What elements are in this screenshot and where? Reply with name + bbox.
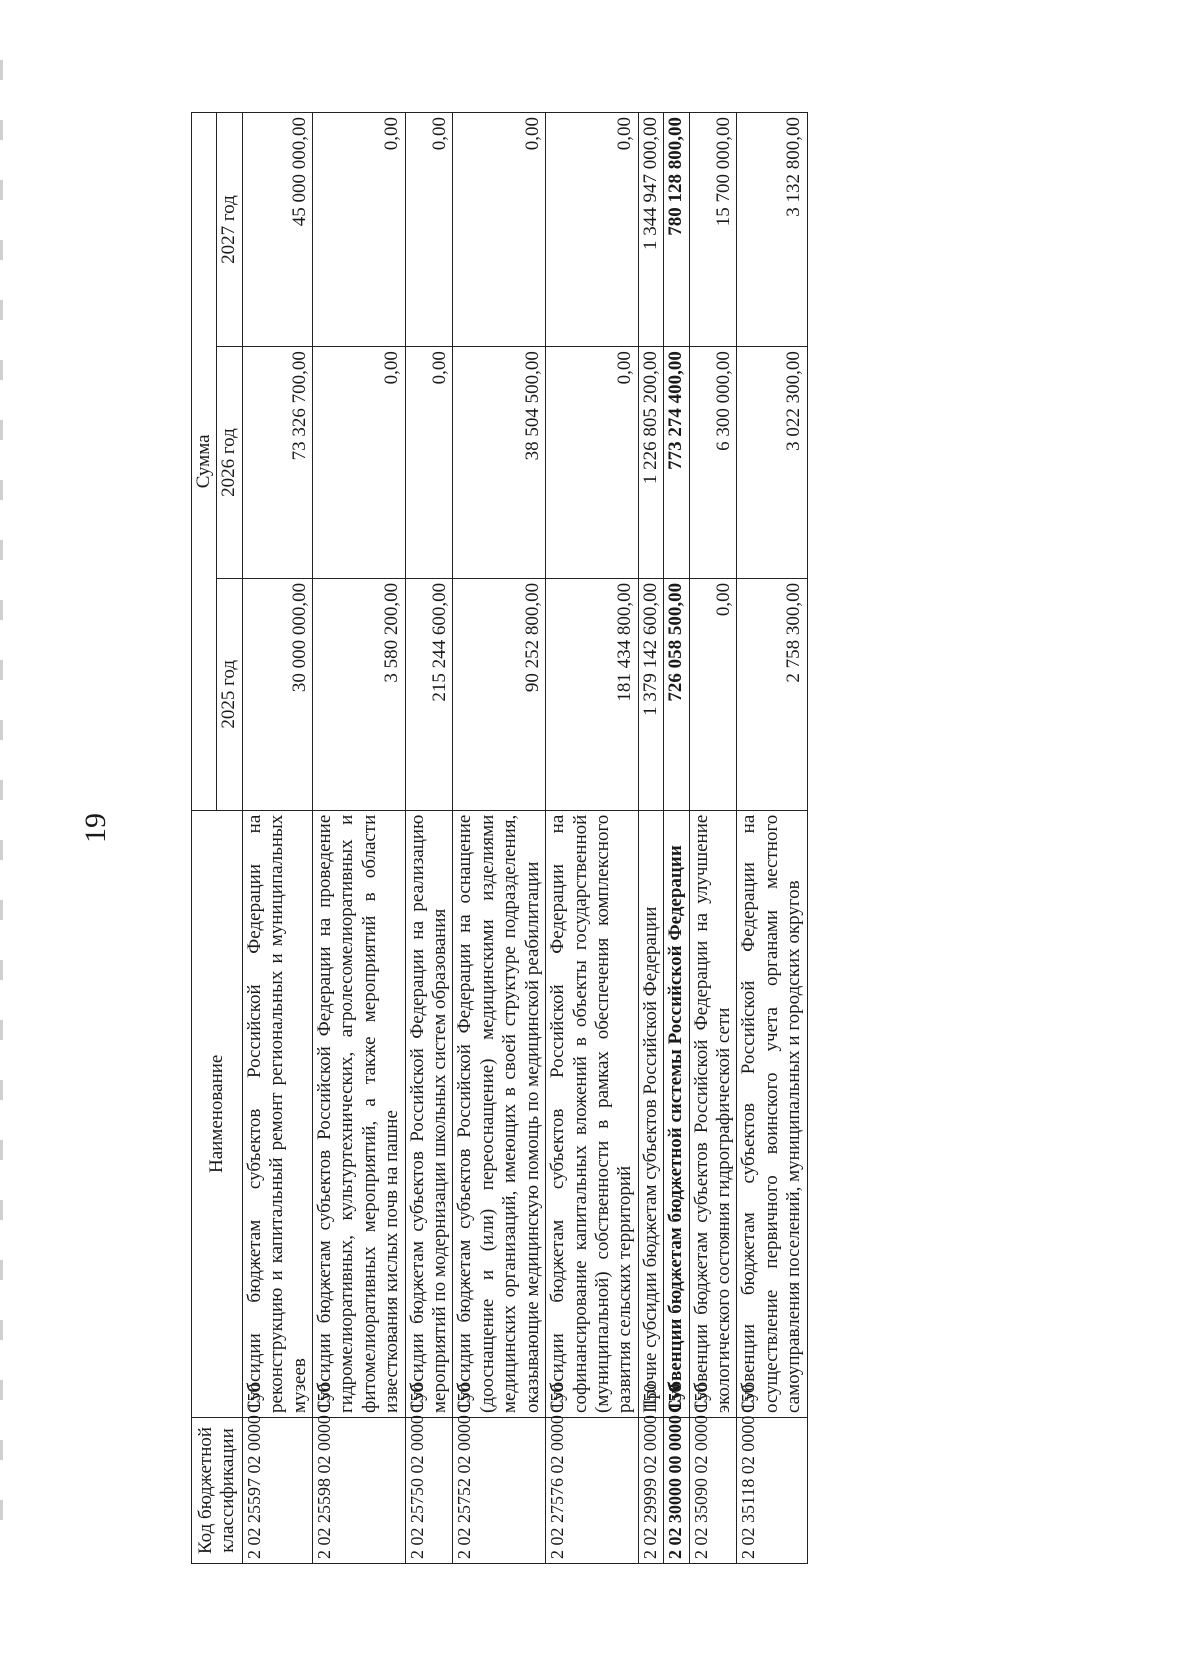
table-header	[192, 113, 243, 1564]
row-amount-2026: 0,00	[546, 347, 639, 579]
header-code: Код бюджетной классификации	[192, 1417, 243, 1563]
row-code: 2 02 25597 02 0000 150	[242, 1417, 312, 1563]
row-amount-2025: 1 379 142 600,00	[638, 578, 663, 810]
row-amount-2025: 2 758 300,00	[737, 578, 807, 810]
row-name: Субсидии бюджетам субъектов Российской Федерации на проведение гидромелиоративных, культуртехнических, агролесомелиоративных и фитомелиоративных мероприятий, а также мероприятий в области известкования кислых почв на пашне	[313, 810, 406, 1417]
table-row	[546, 113, 639, 1564]
table-row	[737, 113, 807, 1564]
row-amount-2027: 15 700 000,00	[689, 113, 737, 347]
header-year-2027: 2027 год	[217, 113, 242, 347]
row-amount-2026: 73 326 700,00	[242, 347, 312, 579]
rotated-table-container	[191, 112, 1011, 1564]
table-body	[242, 113, 807, 1564]
table-row	[453, 113, 546, 1564]
row-amount-2026: 3 022 300,00	[737, 347, 807, 579]
header-name: Наименование	[192, 810, 243, 1417]
row-amount-2025: 0,00	[689, 578, 737, 810]
row-amount-2026: 773 274 400,00	[664, 347, 689, 579]
row-amount-2027: 780 128 800,00	[664, 113, 689, 347]
row-amount-2025: 3 580 200,00	[313, 578, 406, 810]
row-amount-2025: 90 252 800,00	[453, 578, 546, 810]
row-amount-2026: 0,00	[405, 347, 453, 579]
row-code: 2 02 27576 02 0000 150	[546, 1417, 639, 1563]
row-amount-2027: 45 000 000,00	[242, 113, 312, 347]
header-sum: Сумма	[192, 113, 217, 811]
budget-table	[191, 112, 808, 1564]
row-name: Прочие субсидии бюджетам субъектов Российской Федерации	[638, 810, 663, 1417]
row-amount-2026: 6 300 000,00	[689, 347, 737, 579]
row-amount-2027: 0,00	[313, 113, 406, 347]
row-name: Субвенции бюджетам субъектов Российской Федерации на улучшение экологического состояния гидрографической сети	[689, 810, 737, 1417]
page-number: 19	[79, 813, 112, 843]
row-amount-2025: 181 434 800,00	[546, 578, 639, 810]
row-name: Субсидии бюджетам субъектов Российской Федерации на реализацию мероприятий по модернизации школьных систем образования	[405, 810, 453, 1417]
row-amount-2025: 726 058 500,00	[664, 578, 689, 810]
table-row	[313, 113, 406, 1564]
row-name: Субсидии бюджетам субъектов Российской Федерации на оснащение (дооснащение и (или) переоснащение) медицинскими изделиями медицинских организаций, имеющих в своей структуре подразделения, оказывающие медицинскую помощь по медицинской реабилитации	[453, 810, 546, 1417]
row-name: Субвенции бюджетам бюджетной системы Российской Федерации	[664, 810, 689, 1417]
row-code: 2 02 35118 02 0000 150	[737, 1417, 807, 1563]
row-code: 2 02 25750 02 0000 150	[405, 1417, 453, 1563]
table-row	[242, 113, 312, 1564]
row-amount-2027: 3 132 800,00	[737, 113, 807, 347]
row-amount-2025: 215 244 600,00	[405, 578, 453, 810]
row-code: 2 02 25752 02 0000 150	[453, 1417, 546, 1563]
row-amount-2026: 38 504 500,00	[453, 347, 546, 579]
row-amount-2025: 30 000 000,00	[242, 578, 312, 810]
row-amount-2027: 0,00	[453, 113, 546, 347]
scan-edge-shadow	[0, 60, 3, 1560]
row-code: 2 02 35090 02 0000 150	[689, 1417, 737, 1563]
row-amount-2027: 0,00	[405, 113, 453, 347]
row-code: 2 02 29999 02 0000 150	[638, 1417, 663, 1563]
row-code: 2 02 30000 00 0000 150	[664, 1417, 689, 1563]
row-name: Субвенции бюджетам субъектов Российской Федерации на осуществление первичного воинского учета органами местного самоуправления поселений, муниципальных и городских округов	[737, 810, 807, 1417]
header-year-2025: 2025 год	[217, 578, 242, 810]
row-name: Субсидии бюджетам субъектов Российской Федерации на софинансирование капитальных вложений в объекты государственной (муниципальной) собственности в рамках обеспечения комплексного развития сельских территорий	[546, 810, 639, 1417]
row-amount-2026: 1 226 805 200,00	[638, 347, 663, 579]
table-row	[689, 113, 737, 1564]
row-amount-2027: 0,00	[546, 113, 639, 347]
row-name: Субсидии бюджетам субъектов Российской Федерации на реконструкцию и капитальный ремонт региональных и муниципальных музеев	[242, 810, 312, 1417]
table-row	[638, 113, 663, 1564]
header-year-2026: 2026 год	[217, 347, 242, 579]
row-amount-2026: 0,00	[313, 347, 406, 579]
table-row	[405, 113, 453, 1564]
row-code: 2 02 25598 02 0000 150	[313, 1417, 406, 1563]
row-amount-2027: 1 344 947 000,00	[638, 113, 663, 347]
table-row-total	[664, 113, 689, 1564]
